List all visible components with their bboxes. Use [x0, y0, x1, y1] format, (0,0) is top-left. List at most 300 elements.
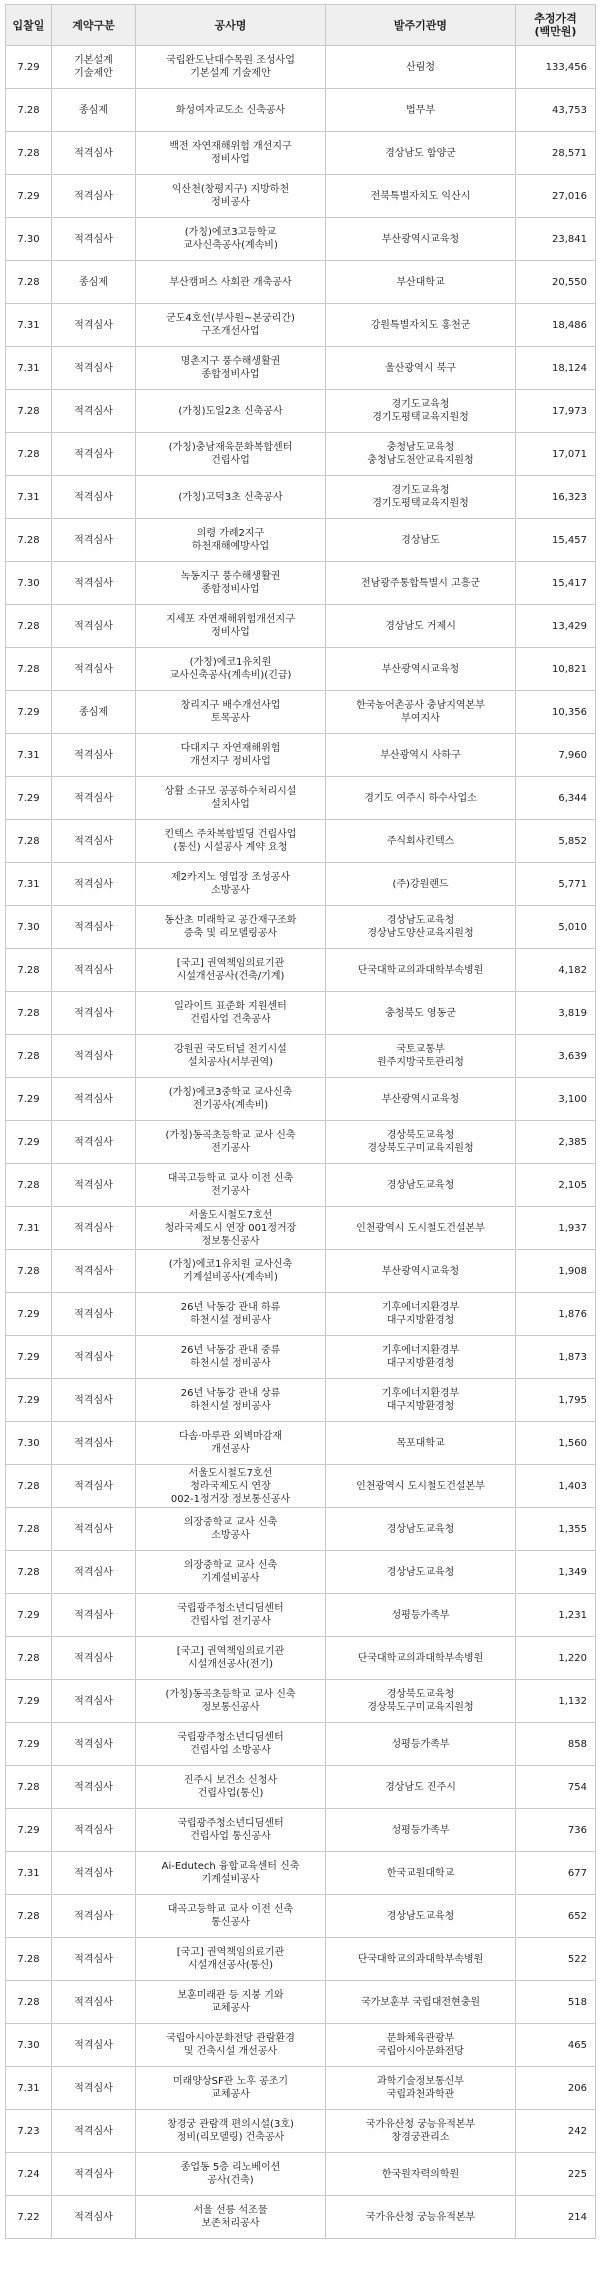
cell-ordering-agency: 주식회사킨텍스: [326, 820, 516, 863]
cell-bid-date: 7.28: [6, 261, 52, 304]
cell-contract-type: 적격심사: [52, 992, 136, 1035]
cell-ordering-agency: 부산광역시교육청: [326, 218, 516, 261]
cell-bid-date: 7.31: [6, 863, 52, 906]
cell-estimated-price: 17,973: [516, 390, 596, 433]
cell-contract-type: 적격심사: [52, 1164, 136, 1207]
cell-bid-date: 7.31: [6, 347, 52, 390]
cell-bid-date: 7.28: [6, 1465, 52, 1508]
table-row: [6, 648, 596, 691]
cell-project-name: 국립완도난대수목원 조성사업 기본설계 기술제안: [136, 46, 326, 89]
cell-contract-type: 종심제: [52, 691, 136, 734]
table-row: [6, 132, 596, 175]
cell-project-name: (가칭)도일2초 신축공사: [136, 390, 326, 433]
cell-bid-date: 7.28: [6, 605, 52, 648]
cell-ordering-agency: 부산광역시교육청: [326, 648, 516, 691]
cell-contract-type: 적격심사: [52, 1551, 136, 1594]
table-row: [6, 2024, 596, 2067]
cell-contract-type: 적격심사: [52, 2110, 136, 2153]
cell-ordering-agency: 경상남도 함양군: [326, 132, 516, 175]
cell-ordering-agency: 강원특별자치도 홍천군: [326, 304, 516, 347]
cell-contract-type: 적격심사: [52, 1895, 136, 1938]
cell-estimated-price: 23,841: [516, 218, 596, 261]
table-row: [6, 1164, 596, 1207]
cell-ordering-agency: 경기도교육청 경기도평택교육지원청: [326, 476, 516, 519]
cell-estimated-price: 1,403: [516, 1465, 596, 1508]
cell-ordering-agency: 기후에너지환경부 대구지방환경청: [326, 1379, 516, 1422]
cell-estimated-price: 206: [516, 2067, 596, 2110]
cell-estimated-price: 1,908: [516, 1250, 596, 1293]
cell-ordering-agency: 목포대학교: [326, 1422, 516, 1465]
cell-contract-type: 적격심사: [52, 1594, 136, 1637]
cell-estimated-price: 242: [516, 2110, 596, 2153]
cell-contract-type: 적격심사: [52, 1465, 136, 1508]
cell-contract-type: 적격심사: [52, 820, 136, 863]
cell-ordering-agency: 전남광주통합특별시 고흥군: [326, 562, 516, 605]
cell-contract-type: 적격심사: [52, 1078, 136, 1121]
table-row: [6, 1637, 596, 1680]
cell-project-name: 일라이트 표준화 지원센터 건립사업 건축공사: [136, 992, 326, 1035]
table-row: [6, 863, 596, 906]
cell-bid-date: 7.31: [6, 476, 52, 519]
cell-contract-type: 적격심사: [52, 175, 136, 218]
cell-contract-type: 적격심사: [52, 218, 136, 261]
cell-contract-type: 적격심사: [52, 1422, 136, 1465]
cell-project-name: 백전 자연재해위험 개선지구 정비사업: [136, 132, 326, 175]
cell-bid-date: 7.30: [6, 906, 52, 949]
cell-ordering-agency: 국가보훈부 국립대전현충원: [326, 1981, 516, 2024]
cell-estimated-price: 225: [516, 2153, 596, 2196]
cell-estimated-price: 16,323: [516, 476, 596, 519]
cell-estimated-price: 518: [516, 1981, 596, 2024]
table-row: [6, 2067, 596, 2110]
table-row: [6, 1809, 596, 1852]
cell-ordering-agency: 전북특별자치도 익산시: [326, 175, 516, 218]
cell-estimated-price: 522: [516, 1938, 596, 1981]
cell-bid-date: 7.28: [6, 1551, 52, 1594]
cell-project-name: 화성여자교도소 신축공사: [136, 89, 326, 132]
cell-project-name: 익산천(창평지구) 지방하천 정비공사: [136, 175, 326, 218]
cell-project-name: 종업동 5층 리노베이션 공사(건축): [136, 2153, 326, 2196]
cell-contract-type: 종심제: [52, 89, 136, 132]
cell-contract-type: 적격심사: [52, 1723, 136, 1766]
table-body: [6, 46, 596, 2239]
cell-ordering-agency: 경상북도교육청 경상북도구미교육지원청: [326, 1121, 516, 1164]
cell-ordering-agency: 기후에너지환경부 대구지방환경청: [326, 1293, 516, 1336]
cell-project-name: 지세포 자연재해위험개선지구 정비사업: [136, 605, 326, 648]
table-row: [6, 562, 596, 605]
table-row: [6, 1379, 596, 1422]
cell-bid-date: 7.28: [6, 89, 52, 132]
cell-ordering-agency: 문화체육관광부 국립아시아문화전당: [326, 2024, 516, 2067]
cell-project-name: 서울도시철도7호선 청라국제도시 연장 002-1정거장 정보통신공사: [136, 1465, 326, 1508]
cell-contract-type: 적격심사: [52, 2067, 136, 2110]
cell-contract-type: 적격심사: [52, 734, 136, 777]
cell-ordering-agency: 과학기술정보통신부 국립과천과학관: [326, 2067, 516, 2110]
cell-ordering-agency: 한국농어촌공사 충남지역본부 부여지사: [326, 691, 516, 734]
cell-contract-type: 적격심사: [52, 476, 136, 519]
cell-estimated-price: 15,457: [516, 519, 596, 562]
cell-bid-date: 7.28: [6, 992, 52, 1035]
cell-contract-type: 적격심사: [52, 390, 136, 433]
cell-ordering-agency: 인천광역시 도시철도건설본부: [326, 1207, 516, 1250]
cell-project-name: 미래양상SF관 노후 공조기 교체공사: [136, 2067, 326, 2110]
table-row: [6, 691, 596, 734]
cell-contract-type: 적격심사: [52, 777, 136, 820]
cell-bid-date: 7.28: [6, 1637, 52, 1680]
table-row: [6, 1852, 596, 1895]
cell-project-name: 26년 낙동강 관내 상류 하천시설 정비공사: [136, 1379, 326, 1422]
cell-bid-date: 7.28: [6, 390, 52, 433]
cell-contract-type: 적격심사: [52, 1336, 136, 1379]
cell-project-name: 국립광주청소년디딤센터 건립사업 전기공사: [136, 1594, 326, 1637]
cell-estimated-price: 1,937: [516, 1207, 596, 1250]
cell-project-name: 26년 낙동강 관내 하류 하천시설 정비공사: [136, 1293, 326, 1336]
table-row: [6, 1293, 596, 1336]
cell-project-name: 의령 가례2지구 하천재해예방사업: [136, 519, 326, 562]
cell-ordering-agency: 충청북도 영동군: [326, 992, 516, 1035]
table-row: [6, 1680, 596, 1723]
cell-estimated-price: 3,819: [516, 992, 596, 1035]
cell-project-name: 다대지구 자연재해위험 개선지구 정비사업: [136, 734, 326, 777]
cell-project-name: 동산초 미래학교 공간재구조화 증축 및 리모델링공사: [136, 906, 326, 949]
cell-ordering-agency: 한국교원대학교: [326, 1852, 516, 1895]
cell-estimated-price: 10,821: [516, 648, 596, 691]
table-row: [6, 46, 596, 89]
cell-project-name: 상활 소규모 공공하수처리시설 설치사업: [136, 777, 326, 820]
table-row: [6, 1121, 596, 1164]
cell-contract-type: 적격심사: [52, 1852, 136, 1895]
cell-contract-type: 적격심사: [52, 433, 136, 476]
cell-ordering-agency: 부산광역시교육청: [326, 1078, 516, 1121]
cell-contract-type: 적격심사: [52, 2153, 136, 2196]
cell-bid-date: 7.29: [6, 777, 52, 820]
cell-project-name: 의장중학교 교사 신축 기계설비공사: [136, 1551, 326, 1594]
table-row: [6, 777, 596, 820]
cell-project-name: (가칭)에코3중학교 교사신축 전기공사(계속비): [136, 1078, 326, 1121]
cell-bid-date: 7.28: [6, 132, 52, 175]
table-row: [6, 1078, 596, 1121]
cell-ordering-agency: 경상남도교육청: [326, 1164, 516, 1207]
cell-ordering-agency: 성평등가족부: [326, 1594, 516, 1637]
cell-contract-type: 적격심사: [52, 648, 136, 691]
cell-ordering-agency: 기후에너지환경부 대구지방환경청: [326, 1336, 516, 1379]
cell-estimated-price: 13,429: [516, 605, 596, 648]
cell-contract-type: 적격심사: [52, 347, 136, 390]
table-row: [6, 304, 596, 347]
cell-bid-date: 7.29: [6, 46, 52, 89]
cell-estimated-price: 2,385: [516, 1121, 596, 1164]
header-date: 입찰일: [6, 5, 52, 46]
cell-ordering-agency: 경상남도교육청: [326, 1551, 516, 1594]
cell-project-name: (가칭)고덕3초 신축공사: [136, 476, 326, 519]
cell-project-name: 보훈미래관 등 지붕 기와 교체공사: [136, 1981, 326, 2024]
cell-bid-date: 7.29: [6, 175, 52, 218]
cell-bid-date: 7.29: [6, 1379, 52, 1422]
cell-bid-date: 7.28: [6, 1508, 52, 1551]
cell-project-name: 녹동지구 풍수해생활권 종합정비사업: [136, 562, 326, 605]
table-row: [6, 949, 596, 992]
cell-ordering-agency: 인천광역시 도시철도건설본부: [326, 1465, 516, 1508]
cell-bid-date: 7.29: [6, 1336, 52, 1379]
cell-estimated-price: 18,124: [516, 347, 596, 390]
cell-bid-date: 7.31: [6, 304, 52, 347]
cell-estimated-price: 465: [516, 2024, 596, 2067]
table-row: [6, 218, 596, 261]
cell-ordering-agency: 경상남도 거제시: [326, 605, 516, 648]
cell-ordering-agency: 경상남도교육청 경상남도양산교육지원청: [326, 906, 516, 949]
cell-estimated-price: 3,100: [516, 1078, 596, 1121]
cell-bid-date: 7.31: [6, 1207, 52, 1250]
table-row: [6, 2153, 596, 2196]
cell-contract-type: 적격심사: [52, 132, 136, 175]
cell-project-name: 진주시 보건소 신청사 건립사업(통신): [136, 1766, 326, 1809]
cell-contract-type: 적격심사: [52, 519, 136, 562]
cell-bid-date: 7.29: [6, 1680, 52, 1723]
cell-project-name: 26년 낙동강 관내 중류 하천시설 정비공사: [136, 1336, 326, 1379]
cell-contract-type: 적격심사: [52, 1035, 136, 1078]
table-row: [6, 390, 596, 433]
cell-estimated-price: 43,753: [516, 89, 596, 132]
cell-project-name: (가칭)에코1유치원 교사신축공사(계속비)(긴급): [136, 648, 326, 691]
cell-ordering-agency: 충청남도교육청 충청남도천안교육지원청: [326, 433, 516, 476]
cell-contract-type: 적격심사: [52, 949, 136, 992]
cell-project-name: 창경궁 관람객 편의시설(3호) 정비(리모델링) 건축공사: [136, 2110, 326, 2153]
cell-estimated-price: 2,105: [516, 1164, 596, 1207]
cell-estimated-price: 1,349: [516, 1551, 596, 1594]
cell-bid-date: 7.31: [6, 2067, 52, 2110]
table-row: [6, 1723, 596, 1766]
cell-project-name: 다솜·마루관 외벽마감재 개선공사: [136, 1422, 326, 1465]
cell-estimated-price: 3,639: [516, 1035, 596, 1078]
cell-ordering-agency: 국가유산청 궁능유적본부 창경궁관리소: [326, 2110, 516, 2153]
cell-contract-type: 적격심사: [52, 1508, 136, 1551]
table-row: [6, 1336, 596, 1379]
cell-ordering-agency: 경상남도교육청: [326, 1508, 516, 1551]
cell-bid-date: 7.28: [6, 433, 52, 476]
cell-estimated-price: 6,344: [516, 777, 596, 820]
cell-bid-date: 7.28: [6, 1250, 52, 1293]
cell-bid-date: 7.28: [6, 1035, 52, 1078]
cell-estimated-price: 5,771: [516, 863, 596, 906]
cell-ordering-agency: 경상남도: [326, 519, 516, 562]
cell-bid-date: 7.31: [6, 734, 52, 777]
cell-ordering-agency: 경상남도 진주시: [326, 1766, 516, 1809]
cell-project-name: 명촌지구 풍수해생활권 종합정비사업: [136, 347, 326, 390]
cell-ordering-agency: 성평등가족부: [326, 1723, 516, 1766]
cell-ordering-agency: 부산광역시 사하구: [326, 734, 516, 777]
cell-project-name: 군도4호선(부사원~본궁리간) 구조개선사업: [136, 304, 326, 347]
cell-project-name: 대곡고등학교 교사 이전 신축 통신공사: [136, 1895, 326, 1938]
cell-bid-date: 7.28: [6, 1981, 52, 2024]
header-price: 추정가격 (백만원): [516, 5, 596, 46]
cell-estimated-price: 1,132: [516, 1680, 596, 1723]
cell-project-name: 제2카지노 영업장 조성공사 소방공사: [136, 863, 326, 906]
cell-bid-date: 7.28: [6, 648, 52, 691]
cell-estimated-price: 28,571: [516, 132, 596, 175]
table-row: [6, 1551, 596, 1594]
cell-project-name: 의장중학교 교사 신축 소방공사: [136, 1508, 326, 1551]
cell-ordering-agency: 단국대학교의과대학부속병원: [326, 949, 516, 992]
cell-project-name: (가칭)충남재육문화복합센터 건립사업: [136, 433, 326, 476]
cell-bid-date: 7.28: [6, 1164, 52, 1207]
table-row: [6, 1766, 596, 1809]
cell-ordering-agency: 부산광역시교육청: [326, 1250, 516, 1293]
cell-contract-type: 적격심사: [52, 1809, 136, 1852]
table-row: [6, 347, 596, 390]
cell-estimated-price: 5,852: [516, 820, 596, 863]
table-row: [6, 1250, 596, 1293]
header-type: 계약구분: [52, 5, 136, 46]
cell-bid-date: 7.29: [6, 1078, 52, 1121]
cell-bid-date: 7.22: [6, 2196, 52, 2239]
cell-project-name: [국고] 권역책임의료기관 시설개선공사(전기): [136, 1637, 326, 1680]
cell-bid-date: 7.28: [6, 519, 52, 562]
cell-estimated-price: 4,182: [516, 949, 596, 992]
cell-bid-date: 7.28: [6, 820, 52, 863]
cell-project-name: [국고] 권역책임의료기관 시설개선공사(통신): [136, 1938, 326, 1981]
cell-estimated-price: 677: [516, 1852, 596, 1895]
cell-project-name: 국립아시아문화전당 관람환경 및 건축시설 개선공사: [136, 2024, 326, 2067]
cell-contract-type: 적격심사: [52, 605, 136, 648]
cell-ordering-agency: 성평등가족부: [326, 1809, 516, 1852]
cell-ordering-agency: 법무부: [326, 89, 516, 132]
cell-project-name: 창리지구 배수개선사업 토목공사: [136, 691, 326, 734]
cell-ordering-agency: 한국원자력의학원: [326, 2153, 516, 2196]
cell-contract-type: 적격심사: [52, 1637, 136, 1680]
cell-contract-type: 적격심사: [52, 1121, 136, 1164]
cell-estimated-price: 858: [516, 1723, 596, 1766]
cell-bid-date: 7.29: [6, 1723, 52, 1766]
cell-ordering-agency: (주)강원랜드: [326, 863, 516, 906]
cell-contract-type: 적격심사: [52, 1207, 136, 1250]
cell-contract-type: 적격심사: [52, 863, 136, 906]
cell-project-name: Ai-Edutech 융합교육센터 신축 기계설비공사: [136, 1852, 326, 1895]
cell-bid-date: 7.30: [6, 218, 52, 261]
table-row: [6, 734, 596, 777]
cell-project-name: (가칭)에코3고등학교 교사신축공사(계속비): [136, 218, 326, 261]
cell-estimated-price: 1,876: [516, 1293, 596, 1336]
cell-contract-type: 적격심사: [52, 2024, 136, 2067]
cell-project-name: 서울 선릉 석조물 보존처리공사: [136, 2196, 326, 2239]
cell-contract-type: 적격심사: [52, 1293, 136, 1336]
cell-bid-date: 7.29: [6, 1293, 52, 1336]
cell-ordering-agency: 울산광역시 북구: [326, 347, 516, 390]
cell-bid-date: 7.28: [6, 1938, 52, 1981]
table-row: [6, 89, 596, 132]
cell-ordering-agency: 단국대학교의과대학부속병원: [326, 1938, 516, 1981]
cell-bid-date: 7.31: [6, 1852, 52, 1895]
cell-estimated-price: 1,560: [516, 1422, 596, 1465]
cell-ordering-agency: 부산대학교: [326, 261, 516, 304]
table-row: [6, 906, 596, 949]
cell-contract-type: 종심제: [52, 261, 136, 304]
cell-project-name: 대곡고등학교 교사 이전 신축 전기공사: [136, 1164, 326, 1207]
cell-estimated-price: 652: [516, 1895, 596, 1938]
cell-estimated-price: 20,550: [516, 261, 596, 304]
cell-estimated-price: 1,220: [516, 1637, 596, 1680]
cell-bid-date: 7.28: [6, 1766, 52, 1809]
cell-ordering-agency: 경상남도교육청: [326, 1895, 516, 1938]
cell-estimated-price: 214: [516, 2196, 596, 2239]
cell-estimated-price: 18,486: [516, 304, 596, 347]
bid-table: [5, 4, 596, 2239]
table-row: [6, 992, 596, 1035]
cell-bid-date: 7.29: [6, 1594, 52, 1637]
table-row: [6, 1035, 596, 1078]
cell-project-name: 국립광주청소년디딤센터 건립사업 소방공사: [136, 1723, 326, 1766]
cell-ordering-agency: 국가유산청 궁능유적본부: [326, 2196, 516, 2239]
table-row: [6, 433, 596, 476]
cell-bid-date: 7.28: [6, 949, 52, 992]
cell-contract-type: 적격심사: [52, 562, 136, 605]
table-row: [6, 1981, 596, 2024]
cell-project-name: 서울도시철도7호선 청라국제도시 연장 001정거장 정보통신공사: [136, 1207, 326, 1250]
cell-estimated-price: 5,010: [516, 906, 596, 949]
cell-estimated-price: 1,231: [516, 1594, 596, 1637]
table-row: [6, 476, 596, 519]
cell-bid-date: 7.28: [6, 1895, 52, 1938]
cell-ordering-agency: 산림청: [326, 46, 516, 89]
table-row: [6, 605, 596, 648]
table-row: [6, 1508, 596, 1551]
cell-contract-type: 적격심사: [52, 906, 136, 949]
table-row: [6, 820, 596, 863]
cell-estimated-price: 15,417: [516, 562, 596, 605]
table-row: [6, 519, 596, 562]
cell-project-name: 킨텍스 주차복합빌딩 건립사업 (통신) 시설공사 계약 요청: [136, 820, 326, 863]
cell-bid-date: 7.30: [6, 562, 52, 605]
cell-ordering-agency: 단국대학교의과대학부속병원: [326, 1637, 516, 1680]
cell-bid-date: 7.29: [6, 691, 52, 734]
cell-estimated-price: 754: [516, 1766, 596, 1809]
cell-contract-type: 적격심사: [52, 1766, 136, 1809]
cell-estimated-price: 1,873: [516, 1336, 596, 1379]
table-row: [6, 1422, 596, 1465]
cell-estimated-price: 7,960: [516, 734, 596, 777]
header-name: 공사명: [136, 5, 326, 46]
bid-table-container: [5, 4, 595, 2239]
cell-project-name: [국고] 권역책임의료기관 시설개선공사(건축/기계): [136, 949, 326, 992]
table-row: [6, 2110, 596, 2153]
table-row: [6, 261, 596, 304]
cell-bid-date: 7.30: [6, 2024, 52, 2067]
cell-contract-type: 적격심사: [52, 1938, 136, 1981]
cell-project-name: 부산캠퍼스 사회관 개축공사: [136, 261, 326, 304]
cell-project-name: (가칭)동곡초등학교 교사 신축 정보통신공사: [136, 1680, 326, 1723]
cell-ordering-agency: 국토교통부 원주지방국토관리청: [326, 1035, 516, 1078]
cell-project-name: (가칭)동곡초등학교 교사 신축 전기공사: [136, 1121, 326, 1164]
table-row: [6, 1938, 596, 1981]
cell-estimated-price: 1,795: [516, 1379, 596, 1422]
cell-contract-type: 적격심사: [52, 1680, 136, 1723]
cell-ordering-agency: 경상북도교육청 경상북도구미교육지원청: [326, 1680, 516, 1723]
header-org: 발주기관명: [326, 5, 516, 46]
cell-bid-date: 7.30: [6, 1422, 52, 1465]
cell-estimated-price: 1,355: [516, 1508, 596, 1551]
table-row: [6, 1465, 596, 1508]
cell-estimated-price: 27,016: [516, 175, 596, 218]
table-row: [6, 2196, 596, 2239]
cell-contract-type: 적격심사: [52, 1250, 136, 1293]
cell-contract-type: 적격심사: [52, 304, 136, 347]
cell-bid-date: 7.29: [6, 1121, 52, 1164]
cell-estimated-price: 133,456: [516, 46, 596, 89]
cell-estimated-price: 17,071: [516, 433, 596, 476]
cell-contract-type: 적격심사: [52, 1981, 136, 2024]
cell-project-name: 국립광주청소년디딤센터 건립사업 통신공사: [136, 1809, 326, 1852]
header-row: [6, 5, 596, 46]
table-header: [6, 5, 596, 46]
